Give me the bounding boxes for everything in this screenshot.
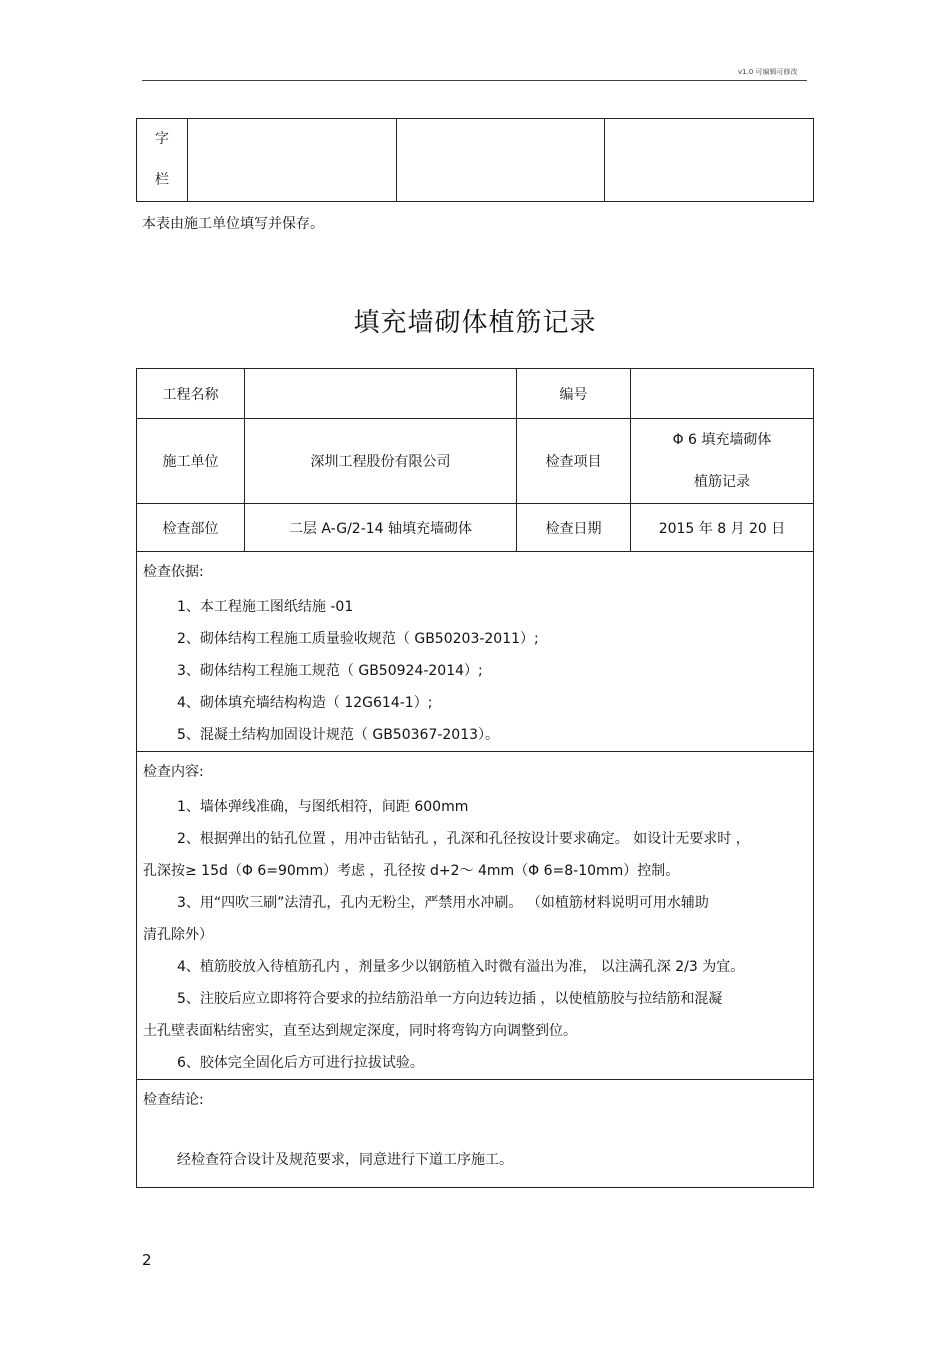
content-section xyxy=(137,752,814,1080)
row-project xyxy=(137,369,814,419)
signature-label-line2: 栏 xyxy=(155,172,169,188)
project-name-label: 工程名称 xyxy=(137,369,245,419)
row-unit xyxy=(137,419,814,504)
content-line: 3、用“四吹三刷”法清孔，孔内无粉尘，严禁用水冲刷。 （如植筋材料说明可用水辅助 xyxy=(177,895,709,911)
form-note: 本表由施工单位填写并保存。 xyxy=(142,216,324,232)
content-line: 清孔除外） xyxy=(143,927,213,943)
row-conclusion xyxy=(137,1080,814,1188)
conclusion-title: 检查结论: xyxy=(143,1092,204,1108)
signature-table xyxy=(136,118,814,202)
unit-value: 深圳工程股份有限公司 xyxy=(245,419,517,504)
basis-title: 检查依据: xyxy=(143,564,204,580)
content-line: 5、注胶后应立即将符合要求的拉结筋沿单一方向边转边插 ，以使植筋胶与拉结筋和混凝 xyxy=(177,991,723,1007)
row-basis xyxy=(137,552,814,752)
basis-item: 5、混凝土结构加固设计规范（ GB50367-2013）。 xyxy=(177,727,500,743)
basis-item: 1、本工程施工图纸结施 -01 xyxy=(177,599,354,615)
date-value: 2015 年 8 月 20 日 xyxy=(631,504,814,552)
row-content xyxy=(137,752,814,1080)
item-value-line2: 植筋记录 xyxy=(694,474,750,490)
content-line: 孔深按≥ 15d（Φ 6=90mm）考虑 ，孔径按 d+2～ 4mm（Φ 6=8-10mm）控制。 xyxy=(143,863,680,879)
row-location xyxy=(137,504,814,552)
basis-item: 4、砌体填充墙结构构造（ 12G614-1）; xyxy=(177,695,433,711)
signature-cell-1 xyxy=(188,119,397,202)
content-title: 检查内容: xyxy=(143,764,204,780)
header-rule xyxy=(142,80,807,81)
content-line: 4、植筋胶放入待植筋孔内 ，剂量多少以钢筋植入时微有溢出为准， 以注满孔深 2/3 为宜。 xyxy=(177,959,745,975)
date-label: 检查日期 xyxy=(517,504,631,552)
basis-item: 2、砌体结构工程施工质量验收规范（ GB50203-2011）; xyxy=(177,631,539,647)
record-table xyxy=(136,368,814,1188)
conclusion-section xyxy=(137,1080,814,1188)
content-line: 2、根据弹出的钻孔位置 ，用冲击钻钻孔 ，孔深和孔径按设计要求确定。 如设计无要求时 ， xyxy=(177,831,750,847)
page-title: 填充墙砌体植筋记录 xyxy=(353,308,597,338)
item-value-line1: Φ 6 填充墙砌体 xyxy=(672,432,772,448)
page-number: 2 xyxy=(142,1251,152,1269)
number-label: 编号 xyxy=(517,369,631,419)
signature-cell-2 xyxy=(397,119,605,202)
content-line: 土孔壁表面粘结密实，直至达到规定深度，同时将弯钩方向调整到位。 xyxy=(143,1023,577,1039)
project-name-value xyxy=(245,369,517,419)
signature-label xyxy=(137,119,188,202)
signature-label-line1: 字 xyxy=(155,131,169,147)
basis-section xyxy=(137,552,814,752)
content-line: 6、胶体完全固化后方可进行拉拔试验。 xyxy=(177,1055,424,1071)
unit-label: 施工单位 xyxy=(137,419,245,504)
number-value xyxy=(631,369,814,419)
basis-item: 3、砌体结构工程施工规范（ GB50924-2014）; xyxy=(177,663,483,679)
location-label: 检查部位 xyxy=(137,504,245,552)
item-label: 检查项目 xyxy=(517,419,631,504)
location-value: 二层 A-G/2-14 轴填充墙砌体 xyxy=(245,504,517,552)
conclusion-text: 经检查符合设计及规范要求，同意进行下道工序施工。 xyxy=(177,1152,513,1168)
item-value xyxy=(631,419,814,504)
content-line: 1、墙体弹线准确，与图纸相符，间距 600mm xyxy=(177,799,469,815)
signature-cell-3 xyxy=(605,119,814,202)
version-note: v1.0 可编辑可修改 xyxy=(738,68,798,76)
